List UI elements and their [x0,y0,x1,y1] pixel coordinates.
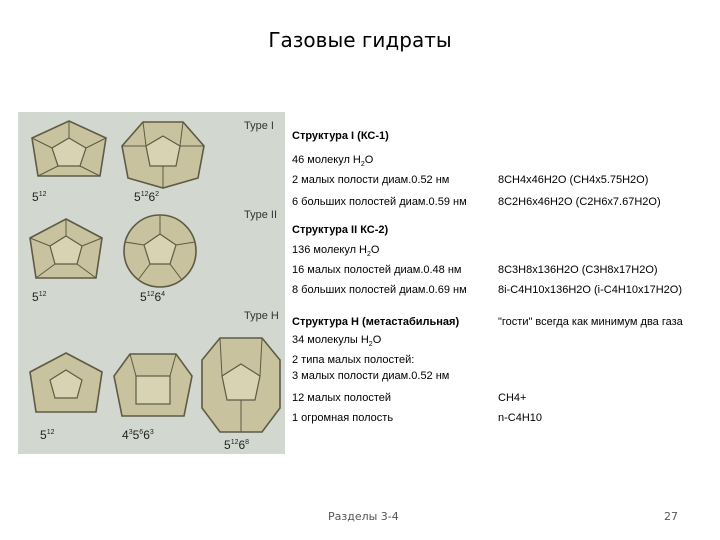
page-number: 27 [664,510,678,523]
structure-ii-molecules: 136 молекул $H_2O$ [292,244,380,259]
structure-i-ethane-formula: 8C2H6x46H2O (C2H6x7.67H2O) [498,196,661,208]
type-ii-label: Type II [244,209,278,221]
formula-5-12-6-2: $5^{12}6^2$ [134,190,160,204]
formula-5-12-6-4: $5^{12}6^4$ [140,290,166,304]
tetrakaidecahedron-cage-icon [118,118,208,190]
dodecahedron-cage-icon [26,216,106,286]
structure-ii-title: Структура II КС-2) [292,224,389,236]
structure-h-small-cavities: 3 малых полости диам.0.52 нм [292,370,450,382]
structure-ii-large-cavities: 8 больших полостей диам.0.69 нм [292,284,467,296]
structure-h-cavity-types: 2 типа малых полостей: [292,354,415,366]
dodecahedron-cage-icon [24,118,114,188]
structure-i-small-cavities: 2 малых полости диам.0.52 нм [292,174,450,186]
structure-h-butane: n-C4H10 [498,412,543,424]
slide-title: Газовые гидраты [268,28,452,52]
hydrate-structures-table [288,112,708,454]
structure-h-huge-cavity: 1 огромная полость [292,412,394,424]
structure-i-molecules: 46 молекул $H_2O$ [292,154,374,169]
structure-h-molecules: 34 молекулы $H_2O$ [292,334,382,349]
hexakaidecahedron-cage-icon [120,212,200,290]
irregular-dodecahedron-cage-icon [110,350,196,424]
hydrate-structures-figure [18,112,285,454]
footer-section: Разделы 3-4 [328,510,399,523]
dodecahedron-cage-icon [26,350,106,418]
type-i-label: Type I [244,120,274,132]
structure-ii-small-cavities: 16 малых полостей диам.0.48 нм [292,264,462,276]
structure-h-twelve-cavities: 12 малых полостей [292,392,392,404]
structure-i-methane-formula: 8CH4x46H2O (CH4x5.75H2O) [498,174,649,186]
structure-ii-propane-formula: 8C3H8x136H2O (C3H8x17H2O) [498,264,658,276]
formula-5-12-a: $5^{12}$ [32,190,47,204]
structure-i-title: Структура I (КС-1) [292,130,389,142]
structure-i-large-cavities: 6 больших полостей диам.0.59 нм [292,196,467,208]
formula-5-12-b: $5^{12}$ [32,290,47,304]
formula-5-12-6-8: $5^{12}6^8$ [224,438,250,452]
structure-ii-isobutane-formula: 8i-C4H10x136H2O (i-C4H10x17H2O) [498,284,683,296]
type-h-label: Type H [244,310,279,322]
structure-h-methane: CH4+ [498,392,527,404]
formula-4-3-5-6-6-3: $4^35^66^3$ [122,428,154,442]
structure-h-title: Структура H (метастабильная) [292,316,460,328]
formula-5-12-c: $5^{12}$ [40,428,55,442]
icosahedron-cage-icon [200,334,282,436]
structure-h-guests-note: "гости" всегда как минимум два газа [498,316,683,328]
